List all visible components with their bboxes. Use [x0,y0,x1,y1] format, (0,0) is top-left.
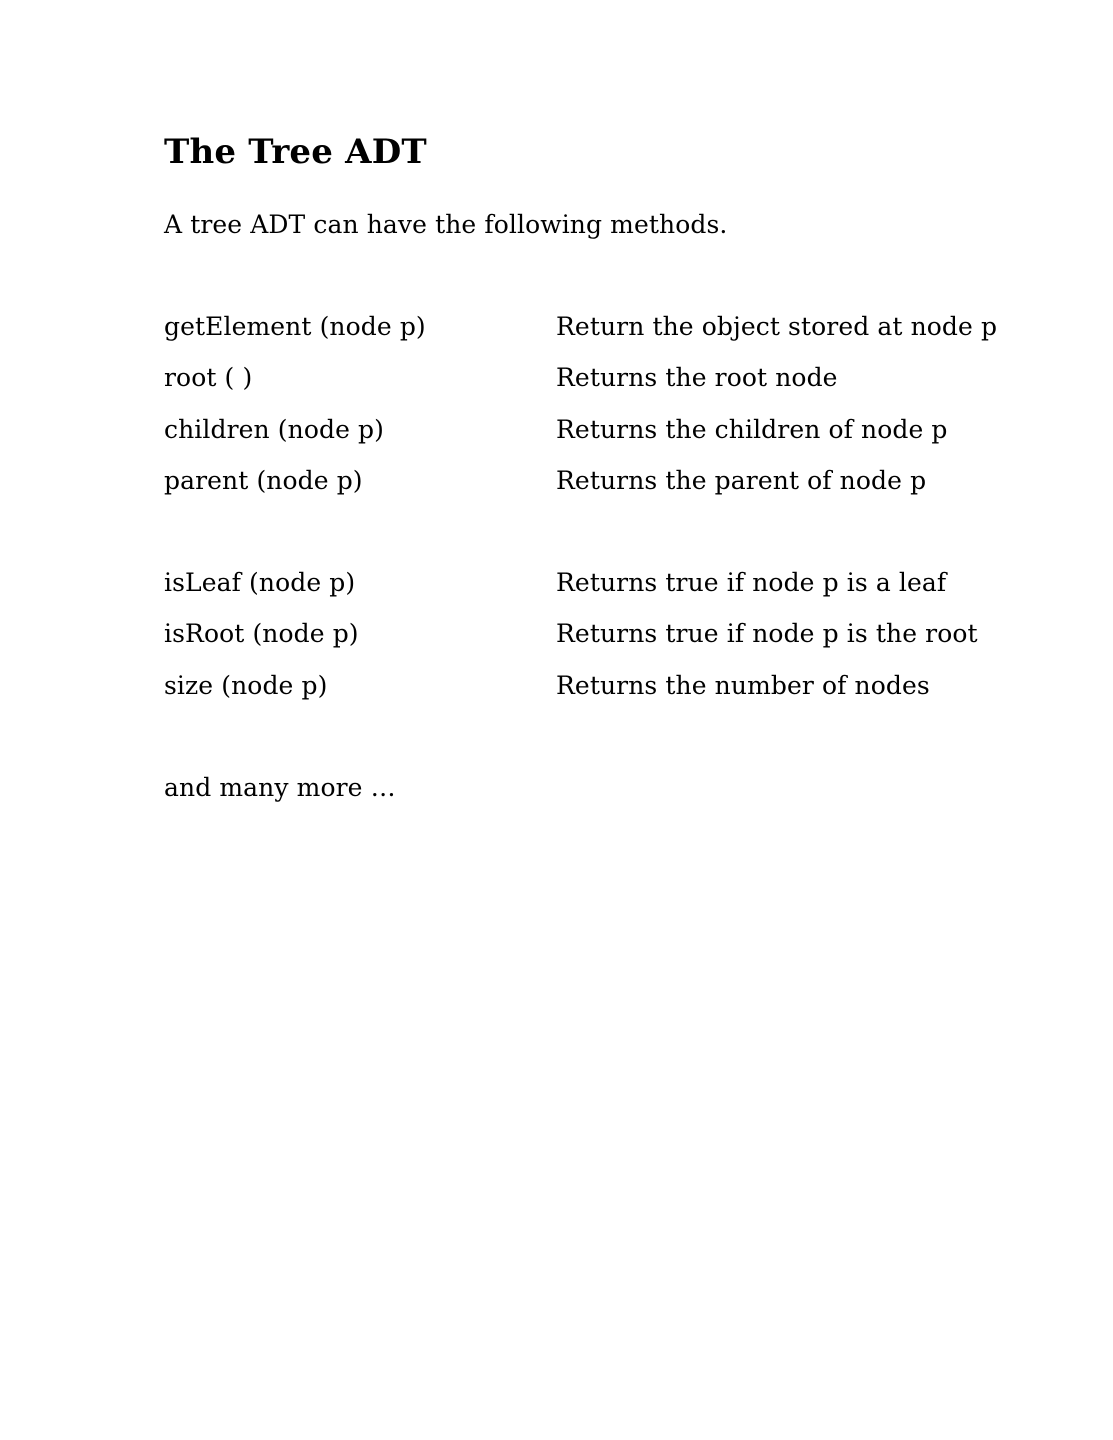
method-description: Returns the children of node p [556,414,948,444]
method-group-core [164,310,1064,515]
method-signature: getElement (node p) [164,312,426,341]
method-group-queries [164,566,1064,720]
method-row [164,617,1064,668]
page-title: The Tree ADT [164,132,427,172]
method-row [164,464,1064,515]
method-row [164,566,1064,617]
method-description: Return the object stored at node p [556,312,998,341]
method-row [164,361,1064,412]
intro-text: A tree ADT can have the following methods. [164,210,728,239]
method-description: Returns the parent of node p [556,465,927,495]
method-row [164,413,1064,464]
method-row [164,310,1064,361]
method-description: Returns true if node p is the root [556,619,978,649]
method-description: Returns the root node [556,363,838,393]
method-signature: parent (node p) [164,465,363,495]
closing-text: and many more … [164,773,396,802]
method-signature: root ( ) [164,363,253,393]
method-signature: isRoot (node p) [164,619,359,649]
method-description: Returns the number of nodes [556,670,930,700]
method-row [164,669,1064,720]
method-signature: children (node p) [164,414,384,444]
method-signature: size (node p) [164,670,328,700]
method-signature: isLeaf (node p) [164,568,356,597]
method-description: Returns true if node p is a leaf [556,568,947,597]
